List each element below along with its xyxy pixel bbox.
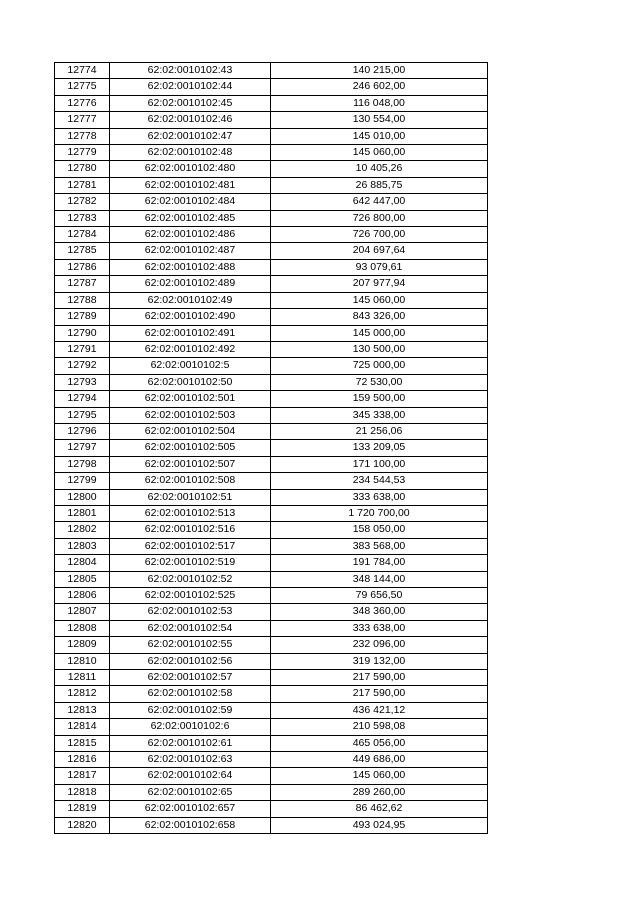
cadastral-value-cell: 436 421,12 <box>271 702 488 718</box>
table-row <box>55 145 488 161</box>
table-row <box>55 407 488 423</box>
cadastral-value-cell: 217 590,00 <box>271 686 488 702</box>
row-number-cell: 12811 <box>55 670 110 686</box>
table-row <box>55 555 488 571</box>
row-number-cell: 12778 <box>55 128 110 144</box>
row-number-cell: 12802 <box>55 522 110 538</box>
cadastral-number-cell: 62:02:0010102:516 <box>110 522 271 538</box>
cadastral-value-cell: 10 405,26 <box>271 161 488 177</box>
table-row <box>55 95 488 111</box>
cadastral-number-cell: 62:02:0010102:481 <box>110 177 271 193</box>
cadastral-number-cell: 62:02:0010102:486 <box>110 227 271 243</box>
row-number-cell: 12788 <box>55 292 110 308</box>
cadastral-number-cell: 62:02:0010102:503 <box>110 407 271 423</box>
cadastral-number-cell: 62:02:0010102:525 <box>110 588 271 604</box>
cadastral-value-cell: 289 260,00 <box>271 784 488 800</box>
table-row <box>55 391 488 407</box>
cadastral-value-cell: 133 209,05 <box>271 440 488 456</box>
row-number-cell: 12812 <box>55 686 110 702</box>
row-number-cell: 12780 <box>55 161 110 177</box>
cadastral-number-cell: 62:02:0010102:6 <box>110 719 271 735</box>
row-number-cell: 12776 <box>55 95 110 111</box>
row-number-cell: 12774 <box>55 63 110 79</box>
cadastral-number-cell: 62:02:0010102:45 <box>110 95 271 111</box>
cadastral-number-cell: 62:02:0010102:65 <box>110 784 271 800</box>
table-row <box>55 817 488 833</box>
table-row <box>55 276 488 292</box>
cadastral-value-cell: 72 530,00 <box>271 374 488 390</box>
cadastral-value-cell: 145 060,00 <box>271 768 488 784</box>
cadastral-number-cell: 62:02:0010102:46 <box>110 112 271 128</box>
table-row <box>55 194 488 210</box>
table-row <box>55 752 488 768</box>
row-number-cell: 12820 <box>55 817 110 833</box>
cadastral-number-cell: 62:02:0010102:54 <box>110 620 271 636</box>
table-row <box>55 653 488 669</box>
cadastral-value-cell: 145 010,00 <box>271 128 488 144</box>
cadastral-value-cell: 725 000,00 <box>271 358 488 374</box>
table-row <box>55 374 488 390</box>
row-number-cell: 12815 <box>55 735 110 751</box>
table-row <box>55 604 488 620</box>
table-row <box>55 522 488 538</box>
cadastral-value-cell: 642 447,00 <box>271 194 488 210</box>
cadastral-number-cell: 62:02:0010102:507 <box>110 456 271 472</box>
cadastral-number-cell: 62:02:0010102:491 <box>110 325 271 341</box>
table-row <box>55 177 488 193</box>
row-number-cell: 12782 <box>55 194 110 210</box>
cadastral-value-cell: 333 638,00 <box>271 489 488 505</box>
cadastral-value-cell: 843 326,00 <box>271 309 488 325</box>
row-number-cell: 12818 <box>55 784 110 800</box>
row-number-cell: 12819 <box>55 801 110 817</box>
cadastral-number-cell: 62:02:0010102:50 <box>110 374 271 390</box>
cadastral-value-cell: 21 256,06 <box>271 423 488 439</box>
table-row <box>55 768 488 784</box>
cadastral-value-cell: 493 024,95 <box>271 817 488 833</box>
row-number-cell: 12797 <box>55 440 110 456</box>
row-number-cell: 12804 <box>55 555 110 571</box>
table-row <box>55 161 488 177</box>
row-number-cell: 12810 <box>55 653 110 669</box>
cadastral-value-cell: 86 462,62 <box>271 801 488 817</box>
cadastral-value-cell: 130 554,00 <box>271 112 488 128</box>
row-number-cell: 12795 <box>55 407 110 423</box>
cadastral-number-cell: 62:02:0010102:47 <box>110 128 271 144</box>
table-row <box>55 243 488 259</box>
cadastral-number-cell: 62:02:0010102:59 <box>110 702 271 718</box>
table-row <box>55 571 488 587</box>
cadastral-value-cell: 465 056,00 <box>271 735 488 751</box>
table-row <box>55 456 488 472</box>
row-number-cell: 12791 <box>55 341 110 357</box>
cadastral-value-cell: 26 885,75 <box>271 177 488 193</box>
cadastral-value-cell: 726 800,00 <box>271 210 488 226</box>
cadastral-number-cell: 62:02:0010102:61 <box>110 735 271 751</box>
row-number-cell: 12781 <box>55 177 110 193</box>
cadastral-value-cell: 319 132,00 <box>271 653 488 669</box>
cadastral-value-cell: 217 590,00 <box>271 670 488 686</box>
row-number-cell: 12789 <box>55 309 110 325</box>
cadastral-value-table <box>54 62 488 834</box>
row-number-cell: 12806 <box>55 588 110 604</box>
cadastral-value-cell: 116 048,00 <box>271 95 488 111</box>
table-row <box>55 210 488 226</box>
row-number-cell: 12794 <box>55 391 110 407</box>
row-number-cell: 12775 <box>55 79 110 95</box>
cadastral-value-cell: 383 568,00 <box>271 538 488 554</box>
cadastral-number-cell: 62:02:0010102:519 <box>110 555 271 571</box>
row-number-cell: 12814 <box>55 719 110 735</box>
cadastral-number-cell: 62:02:0010102:487 <box>110 243 271 259</box>
row-number-cell: 12813 <box>55 702 110 718</box>
table-row <box>55 538 488 554</box>
table-row <box>55 670 488 686</box>
table-row <box>55 473 488 489</box>
table-row <box>55 735 488 751</box>
table-row <box>55 801 488 817</box>
table-row <box>55 341 488 357</box>
cadastral-value-cell: 191 784,00 <box>271 555 488 571</box>
row-number-cell: 12783 <box>55 210 110 226</box>
row-number-cell: 12800 <box>55 489 110 505</box>
table-row <box>55 588 488 604</box>
table-row <box>55 79 488 95</box>
cadastral-number-cell: 62:02:0010102:517 <box>110 538 271 554</box>
row-number-cell: 12787 <box>55 276 110 292</box>
cadastral-number-cell: 62:02:0010102:485 <box>110 210 271 226</box>
table-row <box>55 686 488 702</box>
row-number-cell: 12796 <box>55 423 110 439</box>
cadastral-number-cell: 62:02:0010102:48 <box>110 145 271 161</box>
row-number-cell: 12786 <box>55 259 110 275</box>
table-row <box>55 227 488 243</box>
cadastral-value-cell: 145 060,00 <box>271 292 488 308</box>
row-number-cell: 12805 <box>55 571 110 587</box>
cadastral-value-cell: 345 338,00 <box>271 407 488 423</box>
cadastral-number-cell: 62:02:0010102:508 <box>110 473 271 489</box>
table-row <box>55 63 488 79</box>
table-row <box>55 423 488 439</box>
cadastral-number-cell: 62:02:0010102:513 <box>110 505 271 521</box>
cadastral-value-cell: 232 096,00 <box>271 637 488 653</box>
cadastral-value-cell: 145 000,00 <box>271 325 488 341</box>
cadastral-number-cell: 62:02:0010102:480 <box>110 161 271 177</box>
cadastral-number-cell: 62:02:0010102:490 <box>110 309 271 325</box>
cadastral-number-cell: 62:02:0010102:51 <box>110 489 271 505</box>
cadastral-number-cell: 62:02:0010102:657 <box>110 801 271 817</box>
cadastral-number-cell: 62:02:0010102:64 <box>110 768 271 784</box>
row-number-cell: 12809 <box>55 637 110 653</box>
row-number-cell: 12784 <box>55 227 110 243</box>
cadastral-value-cell: 726 700,00 <box>271 227 488 243</box>
cadastral-number-cell: 62:02:0010102:484 <box>110 194 271 210</box>
row-number-cell: 12779 <box>55 145 110 161</box>
cadastral-number-cell: 62:02:0010102:52 <box>110 571 271 587</box>
table-body <box>55 63 488 834</box>
table-row <box>55 259 488 275</box>
cadastral-number-cell: 62:02:0010102:489 <box>110 276 271 292</box>
cadastral-number-cell: 62:02:0010102:57 <box>110 670 271 686</box>
table-row <box>55 505 488 521</box>
table-row <box>55 325 488 341</box>
row-number-cell: 12801 <box>55 505 110 521</box>
table-row <box>55 702 488 718</box>
cadastral-value-cell: 79 656,50 <box>271 588 488 604</box>
cadastral-value-cell: 130 500,00 <box>271 341 488 357</box>
table-row <box>55 620 488 636</box>
cadastral-number-cell: 62:02:0010102:53 <box>110 604 271 620</box>
table-row <box>55 719 488 735</box>
cadastral-value-cell: 204 697,64 <box>271 243 488 259</box>
cadastral-number-cell: 62:02:0010102:5 <box>110 358 271 374</box>
cadastral-value-cell: 171 100,00 <box>271 456 488 472</box>
cadastral-number-cell: 62:02:0010102:58 <box>110 686 271 702</box>
cadastral-number-cell: 62:02:0010102:44 <box>110 79 271 95</box>
cadastral-value-cell: 159 500,00 <box>271 391 488 407</box>
table-row <box>55 112 488 128</box>
cadastral-value-cell: 333 638,00 <box>271 620 488 636</box>
cadastral-number-cell: 62:02:0010102:56 <box>110 653 271 669</box>
row-number-cell: 12808 <box>55 620 110 636</box>
table-row <box>55 637 488 653</box>
row-number-cell: 12803 <box>55 538 110 554</box>
table-row <box>55 489 488 505</box>
cadastral-number-cell: 62:02:0010102:504 <box>110 423 271 439</box>
table-row <box>55 784 488 800</box>
cadastral-value-cell: 158 050,00 <box>271 522 488 538</box>
row-number-cell: 12792 <box>55 358 110 374</box>
cadastral-value-cell: 246 602,00 <box>271 79 488 95</box>
row-number-cell: 12777 <box>55 112 110 128</box>
cadastral-value-cell: 348 144,00 <box>271 571 488 587</box>
cadastral-number-cell: 62:02:0010102:488 <box>110 259 271 275</box>
cadastral-value-cell: 449 686,00 <box>271 752 488 768</box>
cadastral-number-cell: 62:02:0010102:55 <box>110 637 271 653</box>
table-row <box>55 440 488 456</box>
table-row <box>55 358 488 374</box>
cadastral-number-cell: 62:02:0010102:63 <box>110 752 271 768</box>
cadastral-number-cell: 62:02:0010102:505 <box>110 440 271 456</box>
row-number-cell: 12790 <box>55 325 110 341</box>
cadastral-value-cell: 207 977,94 <box>271 276 488 292</box>
row-number-cell: 12798 <box>55 456 110 472</box>
row-number-cell: 12793 <box>55 374 110 390</box>
cadastral-value-cell: 348 360,00 <box>271 604 488 620</box>
cadastral-number-cell: 62:02:0010102:49 <box>110 292 271 308</box>
table-row <box>55 309 488 325</box>
cadastral-value-cell: 234 544,53 <box>271 473 488 489</box>
cadastral-number-cell: 62:02:0010102:658 <box>110 817 271 833</box>
cadastral-number-cell: 62:02:0010102:501 <box>110 391 271 407</box>
table-row <box>55 292 488 308</box>
cadastral-value-cell: 93 079,61 <box>271 259 488 275</box>
cadastral-number-cell: 62:02:0010102:492 <box>110 341 271 357</box>
cadastral-value-cell: 140 215,00 <box>271 63 488 79</box>
cadastral-value-cell: 145 060,00 <box>271 145 488 161</box>
row-number-cell: 12816 <box>55 752 110 768</box>
row-number-cell: 12817 <box>55 768 110 784</box>
cadastral-number-cell: 62:02:0010102:43 <box>110 63 271 79</box>
row-number-cell: 12785 <box>55 243 110 259</box>
row-number-cell: 12799 <box>55 473 110 489</box>
cadastral-value-cell: 210 598,08 <box>271 719 488 735</box>
row-number-cell: 12807 <box>55 604 110 620</box>
cadastral-value-cell: 1 720 700,00 <box>271 505 488 521</box>
table-row <box>55 128 488 144</box>
